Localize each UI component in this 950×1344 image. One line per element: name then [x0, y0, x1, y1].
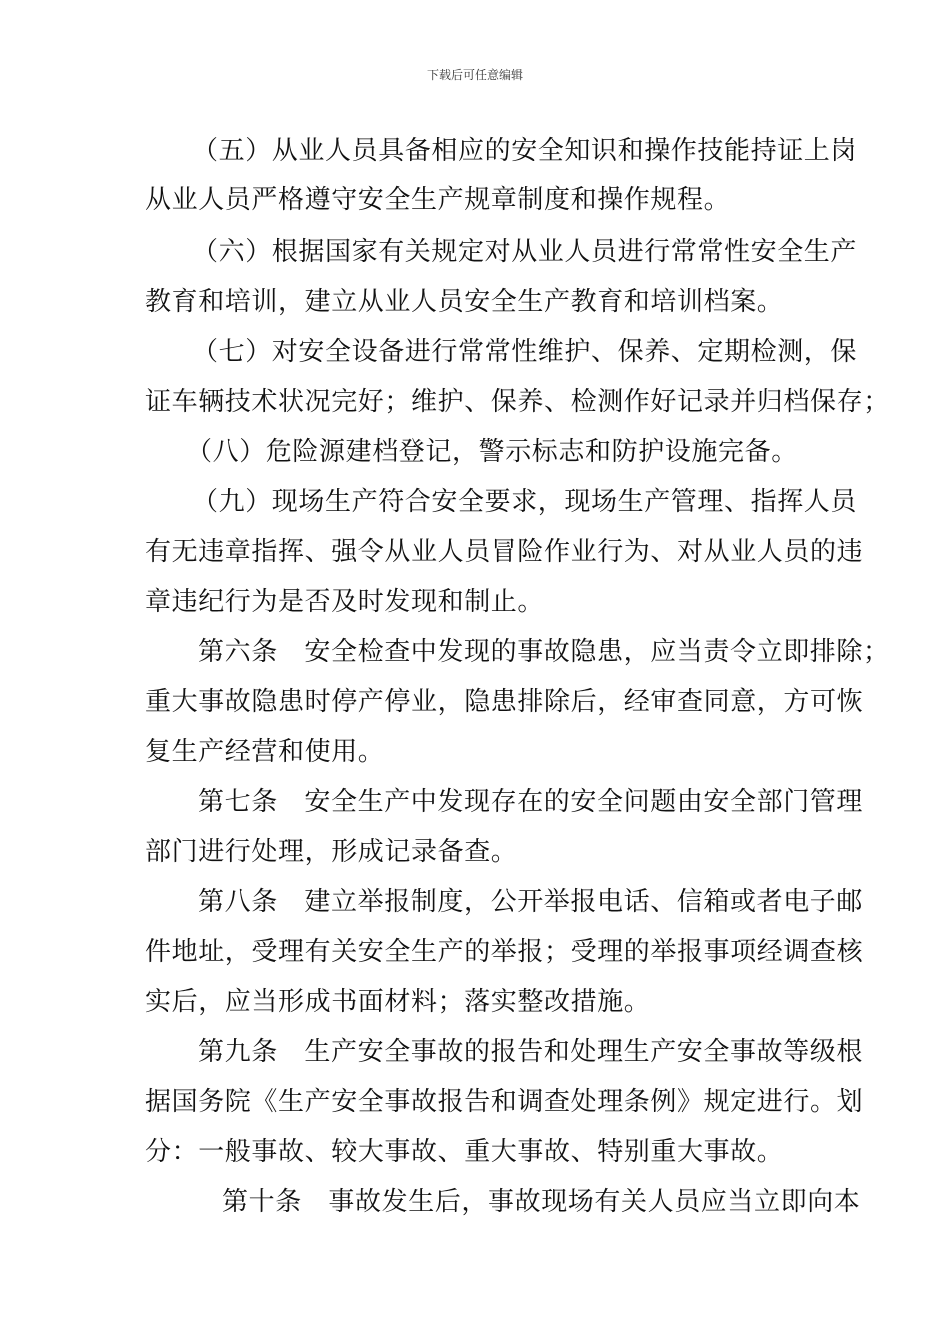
text-line: 复生产经营和使用。: [145, 737, 385, 767]
text-line: （七）对安全设备进行常常性维护、保养、定期检测，保: [192, 337, 858, 367]
text-line: 第九条 生产安全事故的报告和处理生产安全事故等级根: [198, 1037, 864, 1067]
text-line: 重大事故隐患时停产停业，隐患排除后，经审查同意，方可恢: [145, 687, 864, 717]
text-line: 第六条 安全检查中发现的事故隐患，应当责令立即排除；: [198, 637, 890, 667]
text-line: 第八条 建立举报制度，公开举报电话、信箱或者电子邮: [198, 887, 864, 917]
text-line: （八）危险源建档登记，警示标志和防护设施完备。: [186, 437, 798, 467]
text-line: 有无违章指挥、强令从业人员冒险作业行为、对从业人员的违: [145, 537, 864, 567]
text-line: 件地址，受理有关安全生产的举报；受理的举报事项经调查核: [145, 937, 864, 967]
header-note: 下载后可任意编辑: [426, 68, 523, 82]
text-line: 证车辆技术状况完好；维护、保养、检测作好记录并归档保存；: [145, 387, 890, 417]
text-line: 分：一般事故、较大事故、重大事故、特别重大事故。: [145, 1137, 784, 1167]
text-line: 第十条 事故发生后，事故现场有关人员应当立即向本: [222, 1187, 861, 1217]
text-line: 实后，应当形成书面材料；落实整改措施。: [145, 987, 651, 1017]
text-line: 从业人员严格遵守安全生产规章制度和操作规程。: [145, 185, 731, 215]
text-line: 教育和培训，建立从业人员安全生产教育和培训档案。: [145, 287, 784, 317]
text-line: 据国务院《生产安全事故报告和调查处理条例》规定进行。划: [145, 1087, 864, 1117]
text-line: 部门进行处理，形成记录备查。: [145, 837, 518, 867]
text-line: 章违纪行为是否及时发现和制止。: [145, 587, 545, 617]
text-line: （五）从业人员具备相应的安全知识和操作技能持证上岗: [192, 136, 858, 166]
text-line: （六）根据国家有关规定对从业人员进行常常性安全生产: [192, 237, 858, 267]
text-line: 第七条 安全生产中发现存在的安全问题由安全部门管理: [198, 787, 864, 817]
text-line: （九）现场生产符合安全要求，现场生产管理、指挥人员: [192, 487, 858, 517]
